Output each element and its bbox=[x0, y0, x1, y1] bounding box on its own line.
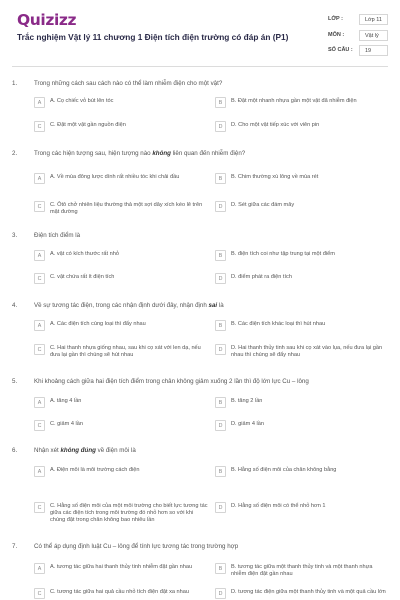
question-text: Trong những cách sau cách nào có thể làm nhiễm điện cho một vật? bbox=[34, 80, 223, 87]
question-text: Trong các hiện tượng sau, hiện tượng nào không liên quan đến nhiễm điện? bbox=[34, 150, 246, 157]
class-label: LỚP : bbox=[328, 16, 343, 22]
question-number: 7. bbox=[12, 543, 18, 550]
question-number: 4. bbox=[12, 302, 18, 309]
option-letter: B bbox=[215, 320, 226, 331]
option-letter: C bbox=[34, 121, 45, 132]
document-title: Trắc nghiệm Vật lý 11 chương 1 Điện tích điện trường có đáp án (P1) bbox=[17, 32, 289, 42]
option-text: C. vật chứa rất ít điện tích bbox=[50, 274, 115, 280]
header-divider bbox=[12, 66, 388, 67]
option-letter: B bbox=[215, 397, 226, 408]
subject-value: Vật lý bbox=[359, 30, 388, 41]
question-text: Nhận xét không đúng về điện môi là bbox=[34, 447, 136, 454]
option-text: D. Cho một vật tiếp xúc với viên pin bbox=[231, 122, 320, 128]
option-letter: C bbox=[34, 201, 45, 212]
option-letter: C bbox=[34, 420, 45, 431]
option-letter: C bbox=[34, 273, 45, 284]
option-letter: A bbox=[34, 397, 45, 408]
quizizz-logo: Quizizz bbox=[17, 11, 77, 29]
option-letter: A bbox=[34, 320, 45, 331]
option-letter: D bbox=[215, 273, 226, 284]
option-text: B. tương tác giữa một thanh thủy tinh và một thanh nhựa nhiễm điện đặt gần nhau bbox=[231, 564, 373, 577]
option-text: D. điểm phát ra điện tích bbox=[231, 274, 292, 280]
option-letter: D bbox=[215, 502, 226, 513]
option-letter: C bbox=[34, 502, 45, 513]
option-letter: B bbox=[215, 97, 226, 108]
option-letter: B bbox=[215, 563, 226, 574]
option-text: A. Cọ chiếc vỏ bút lên tóc bbox=[50, 98, 114, 104]
option-text: C. Đặt một vật gần nguồn điện bbox=[50, 122, 126, 128]
option-letter: D bbox=[215, 588, 226, 599]
option-letter: B bbox=[215, 250, 226, 261]
option-letter: D bbox=[215, 344, 226, 355]
option-text: C. tương tác giữa hai quả cầu nhỏ tích điện đặt xa nhau bbox=[50, 589, 189, 595]
option-text: C. Ôtô chở nhiên liệu thường thả một sợi dây xích kéo lê trên mặt đường bbox=[50, 202, 203, 215]
question-number: 6. bbox=[12, 447, 18, 454]
option-text: D. Sét giữa các đám mây bbox=[231, 202, 295, 208]
count-value: 19 bbox=[359, 45, 388, 56]
option-text: D. tương tác điện giữa một thanh thủy tinh và một quả cầu lớn bbox=[231, 589, 386, 595]
option-letter: A bbox=[34, 250, 45, 261]
option-letter: A bbox=[34, 173, 45, 184]
option-letter: B bbox=[215, 466, 226, 477]
option-text: A. Các điện tích cùng loại thì đẩy nhau bbox=[50, 321, 146, 327]
option-text: C. Hai thanh nhựa giống nhau, sau khi cọ xát với len dạ, nếu đưa lại gần thì chúng sẽ hút nhau bbox=[50, 345, 201, 358]
question-number: 2. bbox=[12, 150, 18, 157]
option-text: B. Hằng số điện môi của chân không bằng bbox=[231, 467, 337, 473]
subject-label: MÔN : bbox=[328, 32, 345, 38]
option-text: A. Về mùa đông lược dính rất nhiều tóc khi chải đầu bbox=[50, 174, 180, 180]
option-text: B. Chim thường xù lông về mùa rét bbox=[231, 174, 319, 180]
option-text: B. tăng 2 lần bbox=[231, 398, 263, 404]
option-text: B. điện tích coi như tập trung tại một điểm bbox=[231, 251, 335, 257]
option-text: D. giảm 4 lần bbox=[231, 421, 264, 427]
option-text: A. tăng 4 lần bbox=[50, 398, 82, 404]
option-letter: B bbox=[215, 173, 226, 184]
option-text: A. tương tác giữa hai thanh thủy tinh nhiễm đặt gần nhau bbox=[50, 564, 193, 570]
question-text: Có thể áp dụng định luật Cu – lông để tính lực tương tác trong trường hợp bbox=[34, 543, 239, 550]
option-letter: C bbox=[34, 344, 45, 355]
option-text: A. Điện môi là môi trường cách điện bbox=[50, 467, 140, 473]
option-text: A. vật có kích thước rất nhỏ bbox=[50, 251, 119, 257]
option-letter: A bbox=[34, 563, 45, 574]
question-number: 3. bbox=[12, 232, 18, 239]
option-letter: A bbox=[34, 466, 45, 477]
option-letter: D bbox=[215, 201, 226, 212]
option-text: D. Hai thanh thủy tinh sau khi cọ xát vào lụa, nếu đưa lại gần nhau thì chúng sẽ đẩy nhau bbox=[231, 345, 383, 358]
option-text: B. Các điện tích khác loại thì hút nhau bbox=[231, 321, 326, 327]
question-text: Khi khoảng cách giữa hai điện tích điểm trong chân không giảm xuống 2 lần thì độ lớn lực Cu – lông bbox=[34, 378, 309, 385]
meta-subject bbox=[328, 30, 388, 42]
option-letter: C bbox=[34, 588, 45, 599]
question-text: Điện tích điểm là bbox=[34, 232, 81, 239]
page-header bbox=[0, 0, 400, 66]
option-text: C. giảm 4 lần bbox=[50, 421, 83, 427]
option-text: C. Hằng số điện môi của một môi trường cho biết lực tương tác giữa các điện tích trong môi trường đó nhỏ hơn so với khi chúng đặt trong chân không bao nhiêu lần bbox=[50, 503, 208, 523]
question-text: Về sự tương tác điện, trong các nhận định dưới đây, nhận định sai là bbox=[34, 302, 224, 309]
class-value: Lớp 11 bbox=[359, 14, 388, 25]
count-label: SỐ CÂU : bbox=[328, 47, 353, 53]
question-number: 1. bbox=[12, 80, 18, 87]
question-number: 5. bbox=[12, 378, 18, 385]
option-text: B. Đặt một nhanh nhựa gần một vật đã nhiễm điện bbox=[231, 98, 357, 104]
option-letter: A bbox=[34, 97, 45, 108]
meta-class bbox=[328, 14, 388, 26]
meta-count bbox=[328, 45, 388, 57]
option-text: D. Hằng số điện môi có thể nhỏ hơn 1 bbox=[231, 503, 326, 509]
option-letter: D bbox=[215, 420, 226, 431]
option-letter: D bbox=[215, 121, 226, 132]
